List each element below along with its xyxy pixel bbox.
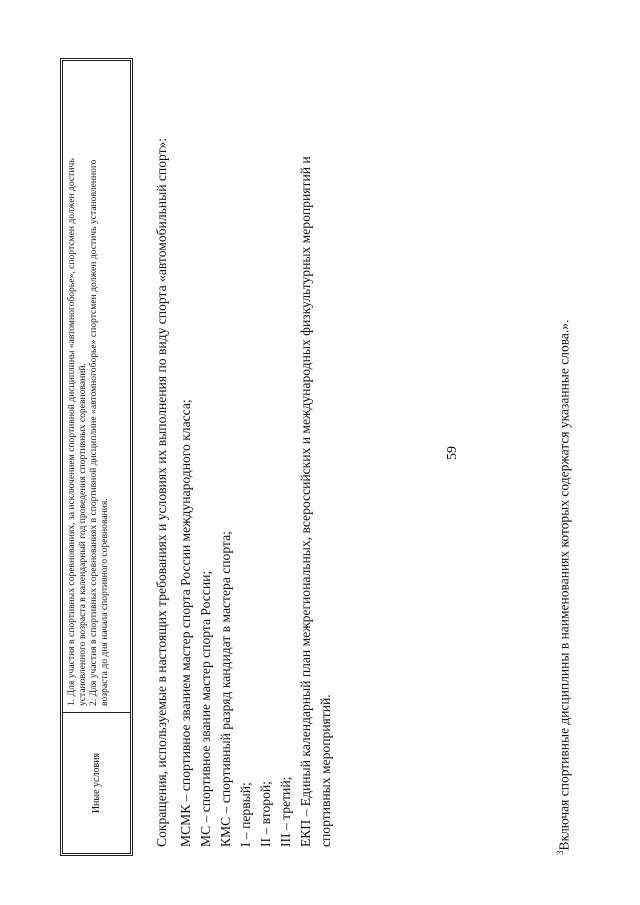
footnote xyxy=(555,320,573,855)
abbreviations-intro: Сокращения, используемые в настоящих требованиях и условиях их выполнения по виду спорта «автомобильный спорт»: xyxy=(154,137,169,847)
abbreviation-item: КМС – спортивный разряд кандидат в мастера спорта; xyxy=(218,531,233,847)
abbreviation-item: I – первый; xyxy=(238,782,253,847)
condition-1-line-1: 1. Для участия в спортивных соревнованиях, за исключением спортивной дисциплины «автомногоборье», спортсмен должен достичь xyxy=(66,158,77,706)
page-number: 59 xyxy=(445,446,460,460)
table-conditions-cell xyxy=(63,61,130,712)
abbreviation-item: II – второй; xyxy=(258,781,273,847)
footnote-text: Включая спортивные дисциплины в наименованиях которых содержатся указанные слова.». xyxy=(556,319,572,851)
requirements-table xyxy=(60,58,133,856)
abbreviation-item: спортивных мероприятий. xyxy=(318,694,333,847)
abbreviation-item: III – третий; xyxy=(278,776,293,847)
condition-1-line-2: установленного возраста в календарный год проведения спортивных соревнований. xyxy=(77,363,88,706)
footnote-marker: 3 xyxy=(555,850,565,855)
condition-2-line-1: 2. Для участия в спортивных соревнованиях в спортивной дисциплине «автомногоборье» спортсмен должен достичь установленного xyxy=(88,159,99,706)
abbreviations-section xyxy=(152,47,336,847)
condition-2-line-2: возраста до дня начала спортивного соревнования. xyxy=(99,498,110,706)
abbreviation-item: МСМК – спортивное званием мастер спорта России международного класса; xyxy=(178,399,193,847)
table-label: Иные условия xyxy=(91,752,102,814)
table-label-cell xyxy=(63,712,130,853)
abbreviation-item: МС – спортивное звание мастер спорта России; xyxy=(198,570,213,847)
abbreviation-item: ЕКП – Единый календарный план межрегиональных, всероссийских и международных физкультурных мероприятий и xyxy=(298,156,313,847)
